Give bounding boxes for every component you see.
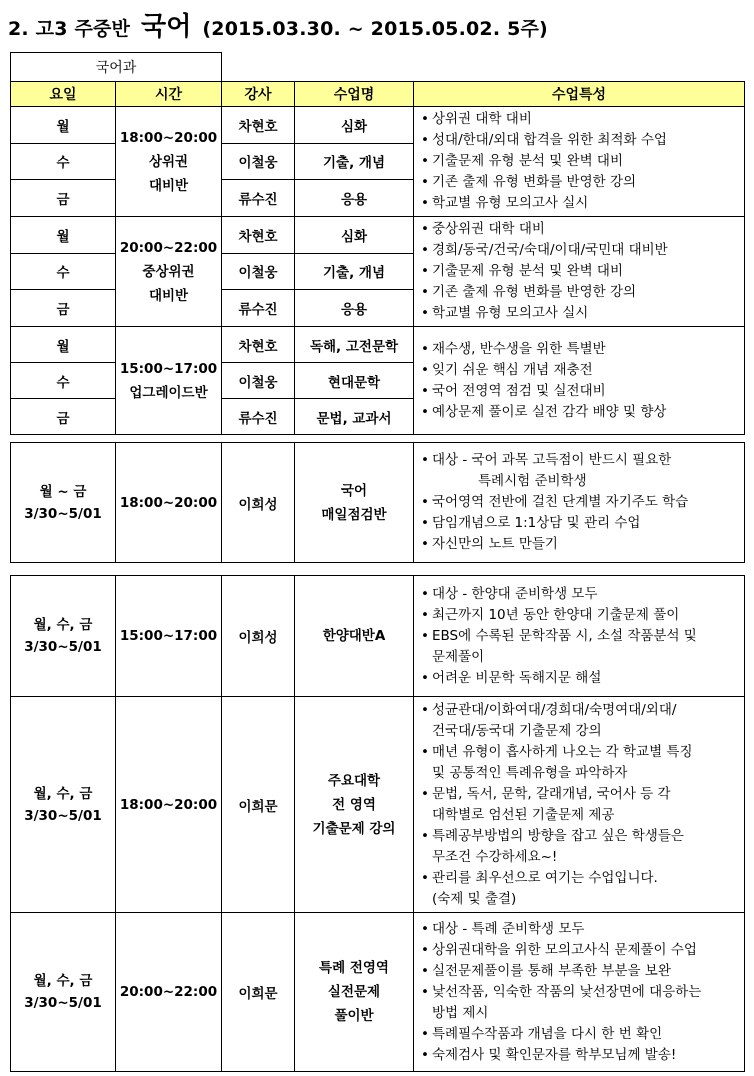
time-cell: 15:00~17:00: [116, 576, 222, 697]
feature-item: • 실전문제풀이를 통해 부족한 부분을 보완: [420, 961, 740, 982]
feature-item: • 국어영역 전반에 걸친 단계별 자기주도 학습: [420, 492, 740, 513]
feature-item: • 국어 전영역 점검 및 실전대비: [420, 381, 740, 402]
class-name-line: 매일점검반: [321, 506, 387, 523]
class-cell: 응용: [295, 290, 414, 327]
feature-item: 무조건 수강하세요~!: [432, 848, 558, 865]
time-text: 20:00~22:00: [119, 239, 218, 256]
day-cell: 월: [11, 327, 116, 363]
feature-item: • 상위권 대학 대비: [420, 109, 740, 130]
class-name-line: 풀이반: [334, 1008, 374, 1024]
class-cell: 문법, 교과서: [295, 399, 414, 435]
title-date-range: (2015.03.30. ~ 2015.05.02. 5주): [202, 18, 548, 40]
feature-item: • 낯선작품, 익숙한 작품의 낯선장면에 대응하는: [420, 982, 740, 1003]
feature-item: • 대상 - 한양대 준비학생 모두: [420, 584, 740, 605]
teacher-cell: 이철웅: [222, 363, 295, 399]
column-header-day: 요일: [11, 82, 116, 107]
title-prefix: 2. 고3 주중반: [8, 18, 131, 40]
table-row: [11, 913, 745, 1072]
day-text: 월, 수, 금: [33, 617, 93, 633]
feature-item: 문제풀이: [432, 648, 485, 665]
feature-item: • 학교별 유형 모의고사 실시: [420, 193, 740, 214]
group-name-line: 대비반: [148, 177, 189, 194]
class-name-line: 전 영역: [332, 796, 376, 813]
teacher-cell: 이희문: [222, 697, 295, 913]
table-row: [11, 697, 745, 913]
column-header-class: 수업명: [295, 82, 414, 107]
day-text: 월, 수, 금: [33, 785, 93, 802]
department-label: 국어과: [11, 53, 222, 82]
feature-item: • 기존 출제 유형 변화를 반영한 강의: [420, 172, 740, 193]
schedule-table-main: [10, 52, 745, 435]
feature-item: • 중상위권 대학 대비: [420, 219, 740, 240]
features-cell: [414, 697, 745, 913]
feature-item: • 어려운 비문학 독해지문 해설: [420, 668, 740, 689]
feature-item: • 예상문제 풀이로 실전 감각 배양 및 향상: [420, 402, 740, 423]
feature-item: • 성대/한대/외대 합격을 위한 최적화 수업: [420, 130, 740, 151]
features-cell: [414, 913, 745, 1072]
feature-item: • 상위권대학을 위한 모의고사식 문제풀이 수업: [420, 940, 740, 961]
feature-item: • 학교별 유형 모의고사 실시: [420, 303, 740, 324]
teacher-cell: 이철웅: [222, 253, 295, 290]
feature-item: • 성균관대/이화여대/경희대/숙명여대/외대/: [420, 700, 740, 721]
period-text: 3/30~5/01: [24, 807, 102, 824]
class-name-line: 한양대반A: [322, 628, 386, 644]
table-row: [11, 107, 745, 144]
feature-item: 특례시험 준비학생: [478, 473, 587, 489]
feature-list: [420, 919, 740, 1066]
day-cell: [11, 576, 116, 697]
class-name-line: 국어: [340, 482, 368, 499]
feature-item: • 문법, 독서, 문학, 갈래개념, 국어사 등 각: [420, 784, 740, 805]
column-header-time: 시간: [116, 82, 222, 107]
teacher-cell: 차현호: [222, 217, 295, 254]
teacher-cell: 류수진: [222, 290, 295, 327]
feature-list: [420, 219, 740, 324]
schedule-table-special: [10, 575, 745, 1072]
class-cell: 현대문학: [295, 363, 414, 399]
header-spacer: [222, 53, 745, 82]
day-cell: [11, 697, 116, 913]
feature-item: • 매년 유형이 흡사하게 나오는 각 학교별 특징: [420, 742, 740, 763]
features-cell: [414, 576, 745, 697]
period-text: 3/30~5/01: [24, 639, 102, 655]
feature-item: • 숙제검사 및 확인문자를 학부모님께 발송!: [420, 1045, 740, 1066]
feature-item: 및 공통적인 특례유형을 파악하자: [432, 764, 628, 781]
class-cell: 심화: [295, 107, 414, 144]
period-text: 3/30~5/01: [24, 995, 102, 1011]
day-cell: 수: [11, 143, 116, 180]
column-header-features: 수업특성: [414, 82, 745, 107]
table-row: [11, 443, 745, 563]
feature-list: [420, 584, 740, 689]
day-cell: 수: [11, 363, 116, 399]
class-cell: 독해, 고전문학: [295, 327, 414, 363]
class-cell: 기출, 개념: [295, 143, 414, 180]
feature-item: • 관리를 최우선으로 여기는 수업입니다.: [420, 868, 740, 889]
class-cell: [295, 913, 414, 1072]
feature-item: 대학별로 엄선된 기출문제 제공: [432, 806, 615, 823]
time-text: 18:00~20:00: [119, 129, 218, 146]
feature-item: • 대상 - 특례 준비학생 모두: [420, 919, 740, 940]
group-name-line: 대비반: [148, 287, 189, 304]
class-cell: 기출, 개념: [295, 253, 414, 290]
teacher-cell: 이희성: [222, 443, 295, 563]
feature-list: [420, 450, 740, 555]
feature-item: 방법 제시: [432, 1004, 489, 1021]
time-cell: [116, 217, 222, 327]
day-cell: [11, 913, 116, 1072]
class-name-line: 실전문제: [327, 984, 381, 1000]
schedule-table-daily: [10, 442, 745, 563]
teacher-cell: 이희문: [222, 913, 295, 1072]
feature-item: • 잊기 쉬운 핵심 개념 재충전: [420, 360, 740, 381]
feature-list: [420, 339, 740, 423]
day-cell: 금: [11, 290, 116, 327]
feature-item: • 자신만의 노트 만들기: [420, 534, 740, 555]
class-cell: 응용: [295, 180, 414, 217]
teacher-cell: 차현호: [222, 327, 295, 363]
class-name-line: 특례 전영역: [319, 960, 389, 976]
time-cell: 18:00~20:00: [116, 443, 222, 563]
feature-item: • 대상 - 국어 과목 고득점이 반드시 필요한: [420, 450, 740, 471]
time-cell: 20:00~22:00: [116, 913, 222, 1072]
teacher-cell: 류수진: [222, 180, 295, 217]
feature-list: [420, 700, 740, 910]
feature-item: • 최근까지 10년 동안 한양대 기출문제 풀이: [420, 605, 740, 626]
day-text: 월 ~ 금: [39, 483, 87, 500]
class-cell: [295, 697, 414, 913]
teacher-cell: 이철웅: [222, 143, 295, 180]
teacher-cell: 이희성: [222, 576, 295, 697]
teacher-cell: 류수진: [222, 399, 295, 435]
feature-item: • 특례필수작품과 개념을 다시 한 번 확인: [420, 1024, 740, 1045]
time-cell: [116, 107, 222, 217]
period-text: 3/30~5/01: [24, 505, 102, 522]
page-title: [8, 6, 548, 42]
group-name-line: 중상위권: [142, 263, 195, 280]
day-cell: 월: [11, 217, 116, 254]
class-name-line: 주요대학: [327, 772, 381, 789]
time-cell: [116, 327, 222, 435]
table-row: [11, 576, 745, 697]
time-text: 15:00~17:00: [119, 360, 218, 377]
class-cell: 심화: [295, 217, 414, 254]
day-cell: 금: [11, 180, 116, 217]
feature-item: • 기출문제 유형 분석 및 완벽 대비: [420, 261, 740, 282]
day-cell: 수: [11, 253, 116, 290]
day-cell: [11, 443, 116, 563]
column-header-teacher: 강사: [222, 82, 295, 107]
features-cell: [414, 443, 745, 563]
feature-item: • 담임개념으로 1:1상담 및 관리 수업: [420, 513, 740, 534]
day-cell: 월: [11, 107, 116, 144]
feature-item: • EBS에 수록된 문학작품 시, 소설 작품분석 및: [420, 626, 740, 647]
day-text: 월, 수, 금: [33, 973, 93, 989]
feature-item: • 경희/동국/건국/숙대/이대/국민대 대비반: [420, 240, 740, 261]
group-name-line: 업그레이드반: [129, 384, 208, 401]
feature-item: • 재수생, 반수생을 위한 특별반: [420, 339, 740, 360]
title-subject: 국어: [140, 12, 192, 42]
day-cell: 금: [11, 399, 116, 435]
features-cell: [414, 217, 745, 327]
table-row: [11, 217, 745, 254]
feature-item: • 특례공부방법의 방향을 잡고 싶은 학생들은: [420, 826, 740, 847]
teacher-cell: 차현호: [222, 107, 295, 144]
feature-item: 건국대/동국대 기출문제 강의: [432, 722, 602, 739]
feature-item: (숙제 및 출결): [432, 890, 517, 907]
feature-item: • 기출문제 유형 분석 및 완벽 대비: [420, 151, 740, 172]
table-row: [11, 327, 745, 363]
feature-item: • 기존 출제 유형 변화를 반영한 강의: [420, 282, 740, 303]
time-cell: 18:00~20:00: [116, 697, 222, 913]
features-cell: [414, 107, 745, 217]
class-name-line: 기출문제 강의: [312, 820, 396, 837]
class-cell: [295, 576, 414, 697]
features-cell: [414, 327, 745, 435]
class-cell: [295, 443, 414, 563]
group-name-line: 상위권: [148, 153, 189, 170]
table-header-row: [11, 82, 745, 107]
feature-list: [420, 109, 740, 214]
